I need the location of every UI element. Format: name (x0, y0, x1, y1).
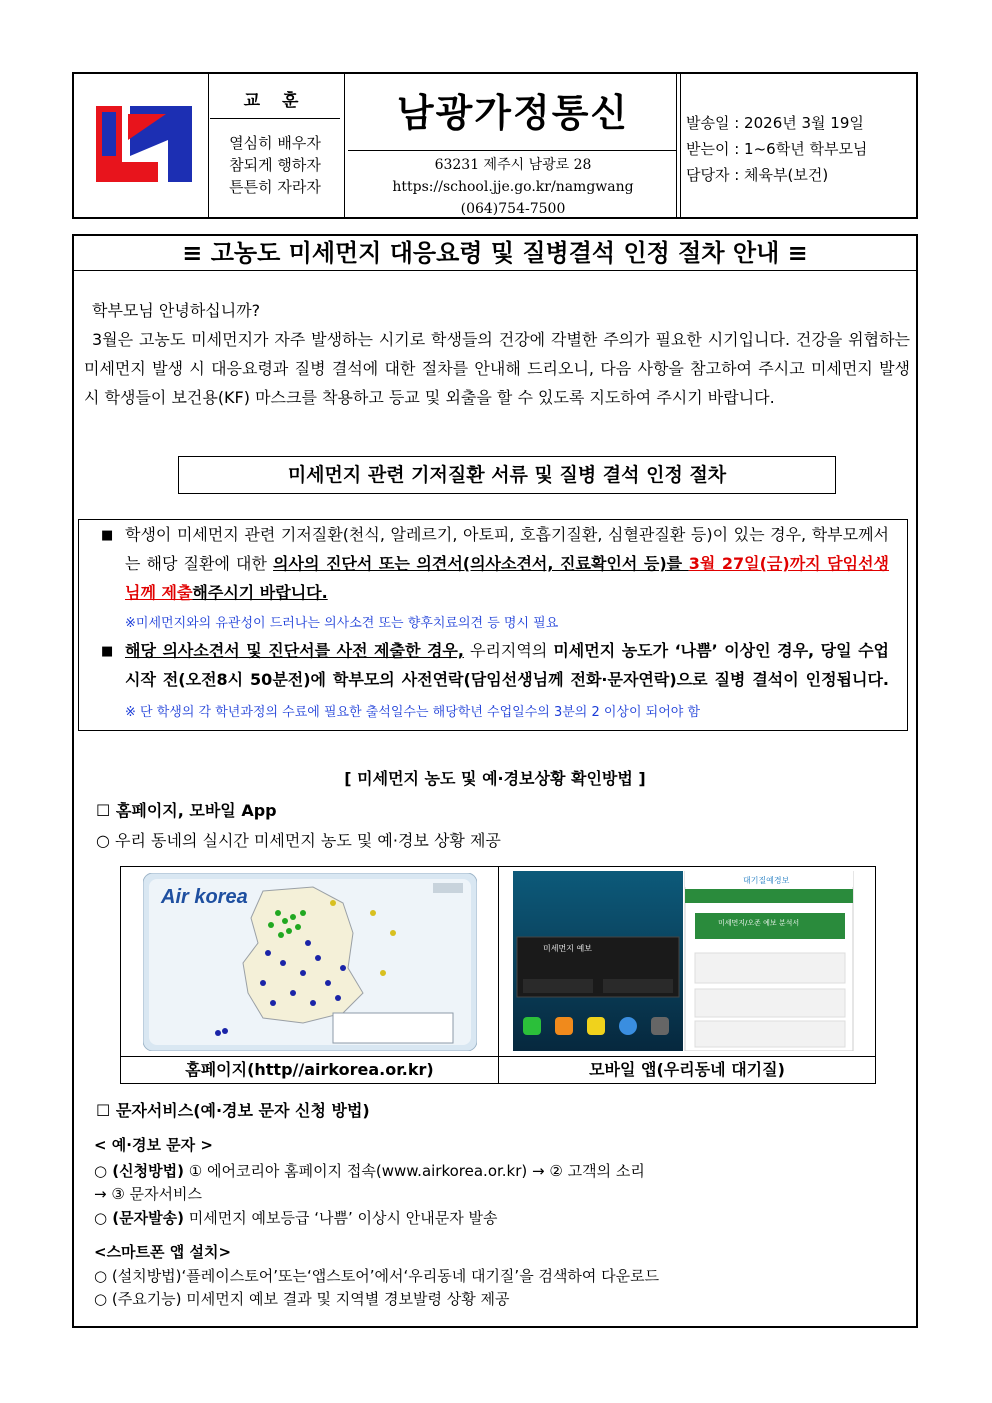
intro-greeting: 학부모님 안녕하십니까? (92, 301, 261, 320)
sms-apply-method-cont: → ③ 문자서비스 (94, 1185, 203, 1203)
procedure-note-1: ※미세먼지와의 유관성이 드러나는 의사소견 또는 향후치료의견 등 명시 필요 (125, 616, 559, 631)
motto-line-1: 열심히 배우자 (229, 134, 321, 152)
procedure-item-1: 학생이 미세먼지 관련 기저질환(천식, 알레르기, 아토피, 호흡기질환, 심혈관질환 등)이 있는 경우, 학부모께서는 해당 질환에 대한 의사의 진단서 또는 의견서(의사소견서, 진료확인서 등)를 3월 27일(금)까지 담임선생님께 제출해주시기 바랍니다. (125, 525, 890, 602)
school-website[interactable]: https://school.jje.go.kr/namgwang (392, 179, 634, 195)
sms-send-condition: ○ (문자발송) 미세먼지 예보등급 ‘나쁨’ 이상시 안내문자 발송 (94, 1209, 498, 1227)
recipient: 받는이 : 1~6학년 학부모님 (686, 140, 868, 158)
main-content (72, 234, 918, 1328)
sms-apply-method: ○ (신청방법) ① 에어코리아 홈페이지 접속(www.airkorea.or.kr) → ② 고객의 소리 (94, 1162, 645, 1180)
main-title: ≡ 고농도 미세먼지 대응요령 및 질병결석 인정 절차 안내 ≡ (74, 236, 916, 271)
app-install-method: ○ (설치방법)‘플레이스토어’또는‘앱스토어’에서‘우리동네 대기질’을 검색하여 다운로드 (94, 1267, 660, 1285)
caption-homepage: 홈페이지(http//airkorea.or.kr) (185, 1060, 434, 1079)
school-contact (348, 154, 678, 220)
phone-dialog-title: 미세먼지 예보 (543, 944, 592, 953)
section-homepage-app: ☐ 홈페이지, 모바일 App (96, 801, 277, 820)
phone-app-header: 대기질예경보 (743, 876, 790, 885)
image-table (120, 866, 876, 1084)
motto-line-2: 참되게 행하자 (229, 156, 321, 174)
publish-info (686, 110, 916, 188)
school-motto (210, 132, 340, 198)
school-phone: (064)754-7500 (460, 201, 566, 217)
school-address: 63231 제주시 남광로 28 (434, 157, 592, 173)
procedure-item-2: 해당 의사소견서 및 진단서를 사전 제출한 경우, 우리지역의 미세먼지 농도가 ‘나쁨’ 이상인 경우, 당일 수업 시작 전(오전8시 50분전)에 학부모의 사전연락(담임선생님께 전화·문자연락)으로 질병 결석이 인정됩니다. ※ 단 학생의 각 학년과정의 수료에 필요한 출석일수는 해당학년 수업일수의 3분의 2 이상이 되어야 함 (125, 641, 889, 720)
manager: 담당자 : 체육부(보건) (686, 166, 829, 184)
app-install-subtitle: <스마트폰 앱 설치> (94, 1243, 232, 1261)
newsletter-title: 남광가정통신 (396, 91, 630, 135)
procedure-title: 미세먼지 관련 기저질환 서류 및 질병 결석 인정 절차 (178, 456, 836, 494)
phone-app-panel-title: 미세먼지/오존 예보 분석서 (718, 919, 800, 927)
newsletter-header (72, 72, 918, 219)
publish-date: 발송일 : 2026년 3월 19일 (686, 114, 864, 132)
sms-subtitle: < 예·경보 문자 > (94, 1136, 213, 1154)
bullet-icon: ■ (101, 528, 114, 543)
procedure-box (78, 519, 908, 731)
check-methods-title: [ 미세먼지 농도 및 예·경보상황 확인방법 ] (344, 769, 646, 788)
intro-body: 3월은 고농도 미세먼지가 자주 발생하는 시기로 학생들의 건강에 각별한 주의가 필요한 시기입니다. 건강을 위협하는 미세먼지 발생 시 대응요령과 질병 결석에 대한 절차를 안내해 드리오니, 다음 사항을 참고하여 주시고 미세먼지 발생 시 학생들이 보건용(KF) 마스크를 착용하고 등교 및 외출을 할 수 있도록 지도하여 주시기 바랍니다. (84, 330, 910, 407)
section-homepage-item: ○ 우리 동네의 실시간 미세먼지 농도 및 예·경보 상황 제공 (96, 831, 501, 850)
airkorea-logo: Air korea (161, 886, 248, 908)
school-logo (88, 100, 198, 188)
motto-title: 교 훈 (243, 91, 307, 111)
caption-mobile-app: 모바일 앱(우리동네 대기질) (589, 1060, 785, 1079)
motto-line-3: 튼튼히 자라자 (229, 178, 321, 196)
mobile-app-image (513, 871, 863, 1051)
section-sms-service: ☐ 문자서비스(예·경보 문자 신청 방법) (96, 1101, 370, 1120)
intro-text (84, 296, 910, 412)
airkorea-map-image (143, 873, 477, 1051)
bullet-icon: ■ (101, 644, 114, 659)
app-main-feature: ○ (주요기능) 미세먼지 예보 결과 및 지역별 경보발령 상황 제공 (94, 1290, 510, 1308)
